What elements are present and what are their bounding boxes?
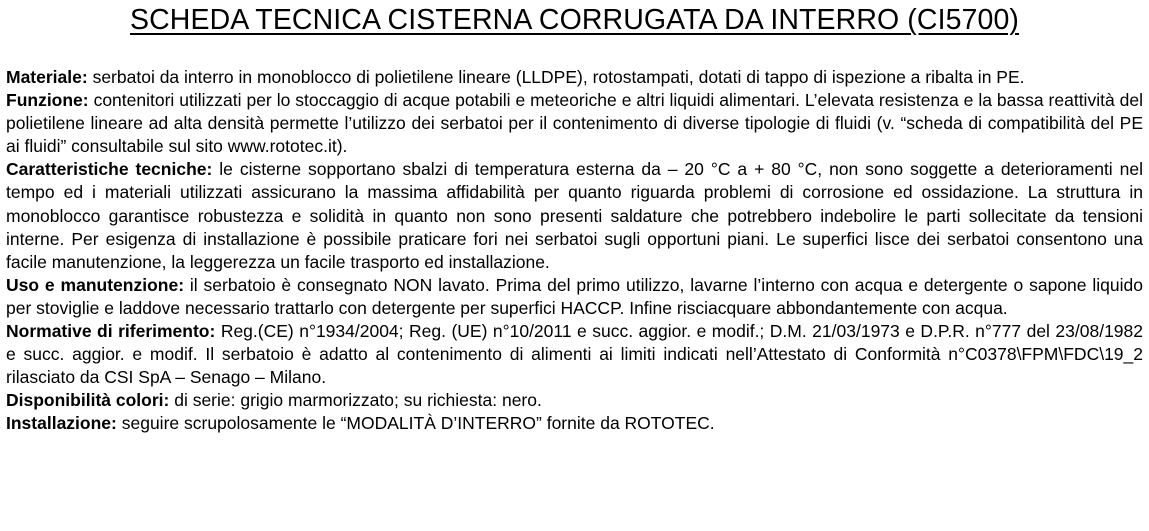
section-materiale — [6, 66, 1143, 89]
section-label: Disponibilità colori: — [6, 390, 170, 411]
section-text: seguire scrupolosamente le “MODALITÀ D’INTERRO” fornite da ROTOTEC. — [121, 413, 715, 434]
section-uso-e-manutenzione — [6, 274, 1143, 320]
section-funzione — [6, 89, 1143, 158]
section-installazione — [6, 412, 1143, 435]
section-disponibilita-colori — [6, 389, 1143, 412]
section-normative-di-riferimento — [6, 320, 1143, 389]
document-body — [6, 66, 1143, 436]
section-label: Installazione: — [6, 413, 117, 434]
section-text: il serbatoio è consegnato NON lavato. Prima del primo utilizzo, lavarne l’interno con acqua e detergente o sapone liquido per stoviglie e laddove necessario trattarlo con detergente per superfici HACCP. Infine risciacquare abbondantemente con acqua. — [6, 274, 1143, 318]
section-text: Reg.(CE) n°1934/2004; Reg. (UE) n°10/2011 e succ. aggior. e modif.; D.M. 21/03/1973 e D.P.R. n°777 del 23/08/1982 e succ. aggior. e modif. Il serbatoio è adatto al contenimento di alimenti ai limiti indicati nell’Attestato di Conformità n°C0378\FPM\FDC\19_2 rilasciato da CSI SpA – Senago – Milano. — [6, 321, 1143, 388]
section-text: le cisterne sopportano sbalzi di temperatura esterna da – 20 °C a + 80 °C, non sono soggette a deterioramenti nel tempo ed i materiali utilizzati assicurano la massima affidabilità per quanto riguarda problemi di corrosione ed ossidazione. La struttura in monoblocco garantisce robustezza e solidità in quanto non sono presenti saldature che potrebbero indebolire le parti sollecitate da tensioni interne. Per esigenza di installazione è possibile praticare fori nei serbatoi sugli opportuni piani. Le superfici lisce dei serbatoi consentono una facile manutenzione, la leggerezza un facile trasporto ed installazione. — [6, 159, 1143, 272]
section-text: contenitori utilizzati per lo stoccaggio di acque potabili e meteoriche e altri liquidi alimentari. L’elevata resistenza e la bassa reattività del polietilene lineare ad alta densità permette l’utilizzo dei serbatoi per il contenimento di diverse tipologie di fluidi (v. “scheda di compatibilità del PE ai fluidi” consultabile sul sito www.rototec.it). — [6, 90, 1143, 157]
section-label: Uso e manutenzione: — [6, 274, 185, 295]
section-text: serbatoi da interro in monoblocco di polietilene lineare (LLDPE), rotostampati, dotati di tappo di ispezione a ribalta in PE. — [92, 67, 1025, 87]
section-label: Caratteristiche tecniche: — [6, 159, 213, 180]
page-title — [6, 0, 1143, 38]
section-text: di serie: grigio marmorizzato; su richiesta: nero. — [174, 390, 542, 411]
page-title-text: SCHEDA TECNICA CISTERNA CORRUGATA DA INTERRO (CI5700) — [130, 4, 1019, 36]
section-label: Normative di riferimento: — [6, 321, 216, 342]
section-caratteristiche-tecniche — [6, 158, 1143, 273]
section-label: Materiale: — [6, 67, 88, 87]
section-label: Funzione: — [6, 90, 89, 111]
